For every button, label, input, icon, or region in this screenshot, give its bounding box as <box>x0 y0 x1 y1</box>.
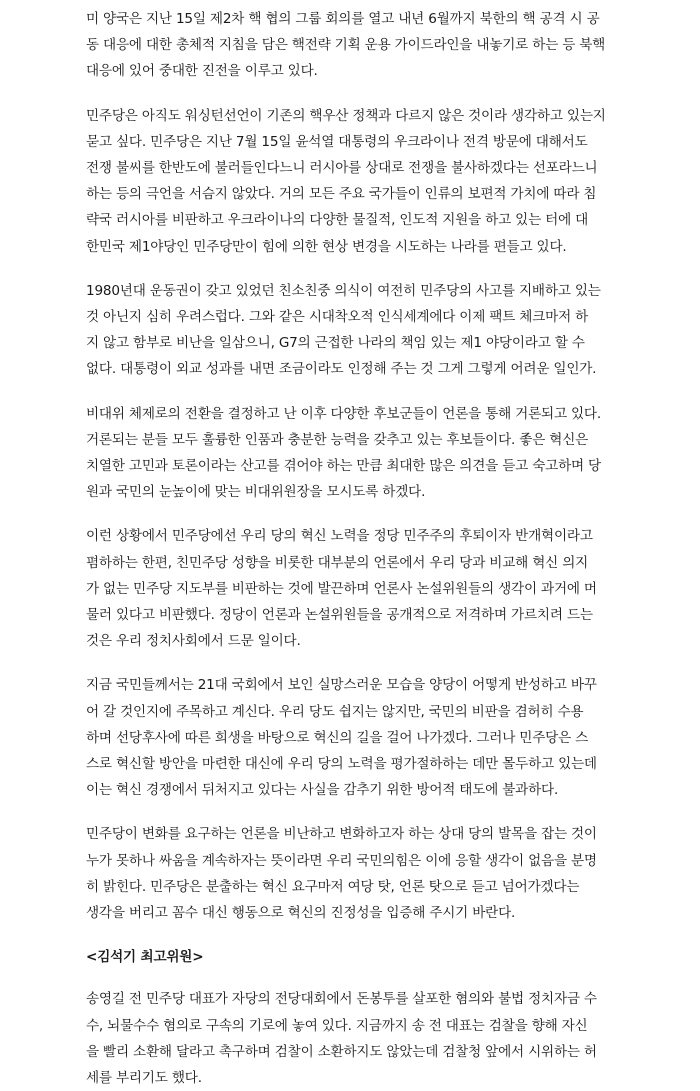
text-line: 스로 혁신할 방안을 마련한 대신에 우리 당의 노력을 평가절하하는 데만 몰두하고 있는데 <box>86 756 597 773</box>
text-line: 누가 못하나 싸움을 계속하자는 뜻이라면 우리 국민의힘은 이에 응할 생각이 없음을 분명 <box>86 852 597 869</box>
text-line: 묻고 싶다. 민주당은 지난 7월 15일 윤석열 대통령의 우크라이나 전격 방문에 대해서도 <box>86 133 588 150</box>
text-line: 비대위 체제로의 전환을 결정하고 난 이후 다양한 후보군들이 언론을 통해 거론되고 있다. <box>86 405 601 422</box>
text-line: 폄하하는 한편, 친민주당 성향을 비롯한 대부분의 언론에서 우리 당과 비교해 혁신 의지 <box>86 554 589 571</box>
text-line: 거론되는 분들 모두 훌륭한 인품과 충분한 능력을 갖추고 있는 후보들이다. 좋은 혁신은 <box>86 431 589 448</box>
text-line: 치열한 고민과 토론이라는 산고를 겪어야 하는 만큼 최대한 많은 의견을 듣고 숙고하며 당 <box>86 458 601 475</box>
paragraph-4 <box>86 401 682 506</box>
text-line: 이런 상황에서 민주당에선 우리 당의 혁신 노력을 정당 민주주의 후퇴이자 반개혁이라고 <box>86 528 593 545</box>
text-line: 하며 선당후사에 따른 희생을 바탕으로 혁신의 길을 걸어 나가겠다. 그러나 민주당은 스 <box>86 729 589 746</box>
speaker-heading: <김석기 최고위원> <box>86 949 204 966</box>
text-line: 민주당이 변화를 요구하는 언론을 비난하고 변화하고자 하는 상대 당의 발목을 잡는 것이 <box>86 826 597 843</box>
text-line: 히 밝힌다. 민주당은 분출하는 혁신 요구마저 여당 탓, 언론 탓으로 듣고 넘어가겠다는 <box>86 878 580 895</box>
text-line: 민주당은 아직도 워싱턴선언이 기존의 핵우산 정책과 다르지 않은 것이라 생각하고 있는지 <box>86 107 606 124</box>
paragraph-1 <box>86 6 682 85</box>
text-line: 미 양국은 지난 15일 제2차 핵 협의 그룹 회의를 열고 내년 6월까지 북한의 핵 공격 시 공 <box>86 11 600 27</box>
text-line: 지금 국민들께서는 21대 국회에서 보인 실망스러운 모습을 양당이 어떻게 반성하고 바꾸 <box>86 677 597 694</box>
text-line: 동 대응에 대한 총체적 지침을 담은 핵전략 기획 운용 가이드라인을 내놓기로 하는 등 북핵 <box>86 37 606 54</box>
paragraph-7 <box>86 821 682 926</box>
text-line: 지 않고 함부로 비난을 일삼으니, G7의 근접한 나라의 책임 있는 제1 야당이라고 할 수 <box>86 335 585 352</box>
text-line: 송영길 전 민주당 대표가 자당의 전당대회에서 돈봉투를 살포한 혐의와 불법 정치자금 수 <box>86 991 597 1008</box>
text-line: 략국 러시아를 비판하고 우크라이나의 다양한 물질적, 인도적 지원을 하고 있는 터에 대 <box>86 212 589 229</box>
text-line: 전쟁 불씨를 한반도에 불러들인다느니 러시아를 상대로 전쟁을 불사하겠다는 선포라느니 <box>86 160 598 177</box>
paragraph-6 <box>86 672 682 803</box>
text-line: 가 없는 민주당 지도부를 비판하는 것에 발끈하며 언론사 논설위원들의 생각이 과거에 머 <box>86 580 597 597</box>
paragraph-2 <box>86 103 682 260</box>
text-line: 물러 있다고 비판했다. 정당이 언론과 논설위원들을 공개적으로 저격하며 가르치려 드는 <box>86 607 593 624</box>
text-line: 어 갈 것인지에 주목하고 계신다. 우리 당도 쉽지는 않지만, 국민의 비판을 겸허히 수용 <box>86 703 584 720</box>
text-line: 하는 등의 극언을 서슴지 않았다. 거의 모든 주요 국가들이 인류의 보편적 가치에 따라 침 <box>86 186 597 203</box>
paragraph-3 <box>86 278 682 383</box>
text-line: 이는 혁신 경쟁에서 뒤처지고 있다는 사실을 감추기 위한 방어적 태도에 불과하다. <box>86 782 559 799</box>
text-line: 대응에 있어 중대한 진전을 이루고 있다. <box>86 63 318 80</box>
text-line: 을 빨리 소환해 달라고 촉구하며 검찰이 소환하지도 않았는데 검찰청 앞에서 시위하는 허 <box>86 1043 597 1060</box>
paragraph-5 <box>86 523 682 654</box>
text-line: 수, 뇌물수수 혐의로 구속의 기로에 놓여 있다. 지금까지 송 전 대표는 검찰을 향해 자신 <box>86 1017 588 1034</box>
paragraph-final <box>86 986 682 1091</box>
text-line: 것 아닌지 심히 우려스럽다. 그와 같은 시대착오적 인식세계에다 이제 팩트 체크마저 하 <box>86 309 589 326</box>
text-line: 세를 부리기도 했다. <box>86 1069 202 1086</box>
text-line: 없다. 대통령이 외교 성과를 내면 조금이라도 인정해 주는 것 그게 그렇게 어려운 일인가. <box>86 361 597 378</box>
text-line: 원과 국민의 눈높이에 맞는 비대위원장을 모시도록 하겠다. <box>86 484 426 501</box>
text-line: 것은 우리 정치사회에서 드문 일이다. <box>86 633 301 650</box>
text-line: 1980년대 운동권이 갖고 있었던 친소친중 의식이 여전히 민주당의 사고를 지배하고 있는 <box>86 282 601 299</box>
text-line: 생각을 버리고 꼼수 대신 행동으로 혁신의 진정성을 입증해 주시기 바란다. <box>86 905 516 922</box>
text-line: 한민국 제1야당인 민주당만이 힘에 의한 현상 변경을 시도하는 나라를 편들고 있다. <box>86 238 567 255</box>
